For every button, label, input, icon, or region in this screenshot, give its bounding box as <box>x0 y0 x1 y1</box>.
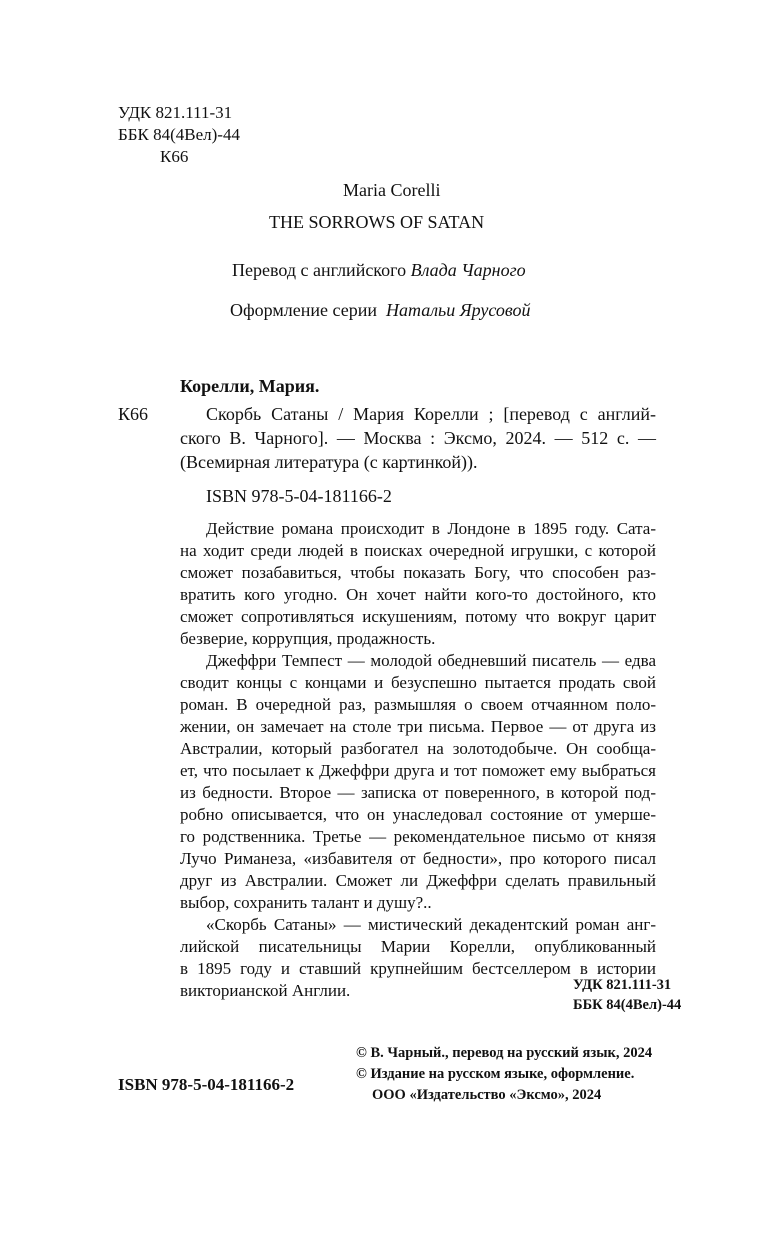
catalog-line: ского В. Чарного]. — Москва : Эксмо, 2024. — 512 с. — <box>180 428 656 448</box>
annotation-line: на ходит среди людей в поисках очередной игрушки, с которой <box>180 541 656 560</box>
annotation-line: Лучо Риманеза, «избавителя от бедности», про которого писал <box>180 849 656 868</box>
translation-label: Перевод с английского <box>232 260 407 280</box>
annotation-line: выбор, сохранить талант и душу?.. <box>180 893 432 912</box>
designer-name: Натальи Ярусовой <box>385 300 531 320</box>
annotation-line: безверие, коррупция, продажность. <box>180 629 436 648</box>
annotation-line: лийской писательницы Марии Корелли, опубликованный <box>180 937 656 956</box>
annotation-line: Действие романа происходит в Лондоне в 1895 году. Сата- <box>206 519 656 538</box>
copyright-publisher: ООО «Издательство «Эксмо», 2024 <box>372 1087 602 1103</box>
annotation-line: из бедности. Второе — записка от поверенного, в которой под- <box>180 783 656 802</box>
translation-credit <box>232 258 526 282</box>
design-label: Оформление серии <box>230 300 377 320</box>
design-credit <box>230 298 530 322</box>
catalog-heading: Корелли, Мария. <box>180 376 320 396</box>
catalog-line: (Всемирная литература (с картинкой)). <box>180 452 478 472</box>
annotation-line: сможет сопротивляться искушениям, потому что вокруг царит <box>180 607 656 626</box>
translator-name: Влада Чарного <box>410 260 526 280</box>
original-title: THE SORROWS OF SATAN <box>269 212 485 232</box>
annotation-line: роман. В очередной раз, размышляя о своем отчаянном поло- <box>180 695 656 714</box>
annotation-line: сводит концы с концами и безуспешно пытается продать свой <box>180 673 656 692</box>
footer-isbn: ISBN 978-5-04-181166-2 <box>118 1075 295 1094</box>
annotation-line: сможет позабавиться, чтобы показать Богу, что способен раз- <box>180 563 656 582</box>
annotation-line: «Скорбь Сатаны» — мистический декадентский роман анг- <box>206 915 656 934</box>
copyright-translation: © В. Чарный., перевод на русский язык, 2024 <box>356 1045 653 1061</box>
annotation-line: робно описывается, что он унаследовал состояние от умерше- <box>180 805 656 824</box>
catalog-isbn: ISBN 978-5-04-181166-2 <box>206 486 392 506</box>
bbk-code: ББК 84(4Вел)-44 <box>118 125 240 144</box>
author-mark: К66 <box>160 147 189 166</box>
annotation-line: жении, он замечает на столе три письма. Первое — от друга из <box>180 717 656 736</box>
udk-code: УДК 821.111-31 <box>118 103 233 122</box>
bottom-udk-code: УДК 821.111-31 <box>573 977 672 993</box>
annotation-line: вратить кого угодно. Он хочет найти кого-то достойного, кто <box>180 585 656 604</box>
bottom-bbk-code: ББК 84(4Вел)-44 <box>573 997 682 1013</box>
copyright-edition: © Издание на русском языке, оформление. <box>356 1066 635 1082</box>
annotation-line: Австралии, который разбогател на золотодобыче. Он сообща- <box>180 739 656 758</box>
catalog-mark: К66 <box>118 404 149 424</box>
annotation-line: ет, что посылает к Джеффри друга и тот поможет ему выбраться <box>180 761 656 780</box>
original-author: Maria Corelli <box>343 180 441 200</box>
catalog-line: Скорбь Сатаны / Мария Корелли ; [перевод с англий- <box>206 404 656 424</box>
annotation-line: го родственника. Третье — рекомендательное письмо от князя <box>180 827 656 846</box>
annotation-line: в 1895 году и ставший крупнейшим бестселлером в истории <box>180 959 656 978</box>
annotation-line: друг из Австралии. Сможет ли Джеффри сделать правильный <box>180 871 656 890</box>
annotation-line: Джеффри Темпест — молодой обедневший писатель — едва <box>206 651 656 670</box>
annotation-line: викторианской Англии. <box>180 981 351 1000</box>
